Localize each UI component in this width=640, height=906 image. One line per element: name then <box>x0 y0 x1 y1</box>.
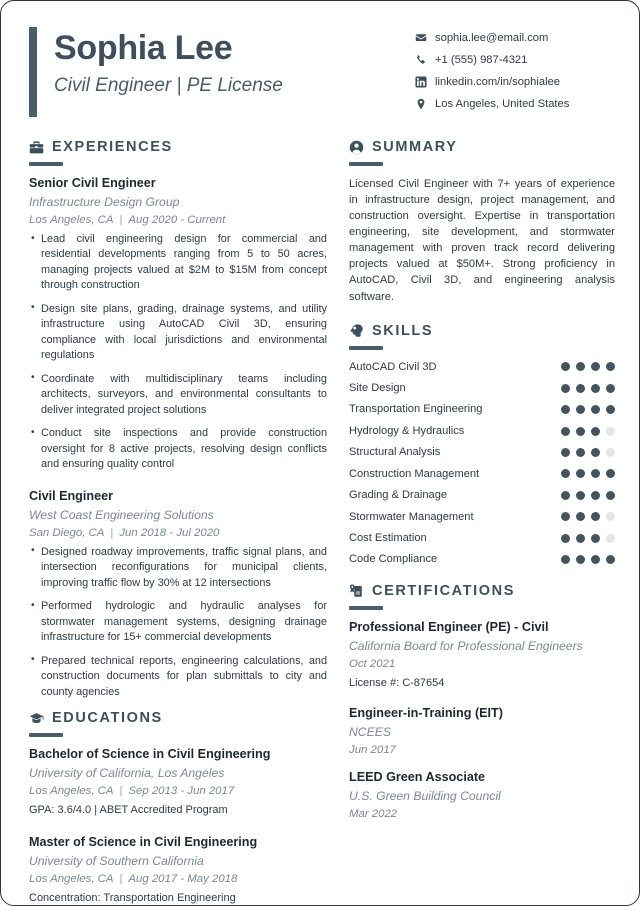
bullet-item: • Designed roadway improvements, traffic signal plans, and intersection reconfigurations for municipal clients, improving traffic flow by 30% at 12 intersections <box>29 545 327 591</box>
skill-rating <box>561 469 615 478</box>
experience-role: Senior Civil Engineer <box>29 176 156 190</box>
education-dates: Aug 2017 - May 2018 <box>128 873 238 886</box>
education-meta <box>29 873 327 885</box>
certification-date <box>349 658 615 670</box>
education-entry <box>29 747 327 819</box>
certification-date-value: Mar 2022 <box>349 807 398 820</box>
skill-row <box>349 488 615 502</box>
location-pin-icon <box>415 98 430 110</box>
skill-name: Code Compliance <box>349 553 438 566</box>
rating-dot-filled <box>606 491 615 500</box>
contact-linkedin-value: linkedin.com/in/sophialee <box>435 76 561 88</box>
experience-company: Infrastructure Design Group <box>29 195 180 209</box>
section-rule <box>349 606 383 610</box>
experience-location: San Diego, CA <box>29 526 105 539</box>
rating-dot-filled <box>561 469 570 478</box>
rating-dot-filled <box>591 555 600 564</box>
certification-entry <box>349 706 615 756</box>
skill-row <box>349 510 615 524</box>
experience-company: West Coast Engineering Solutions <box>29 507 214 522</box>
rating-dot-filled <box>576 534 585 543</box>
section-educations <box>29 710 327 906</box>
education-school: University of Southern California <box>29 854 204 869</box>
certification-issuer: U.S. Green Building Council <box>349 788 501 803</box>
education-location: Los Angeles, CA <box>29 873 114 886</box>
certifications-header <box>349 583 615 599</box>
rating-dot-filled <box>606 555 615 564</box>
skill-rating <box>561 427 615 436</box>
rating-dot-filled <box>576 555 585 564</box>
skill-name: Site Design <box>349 382 406 395</box>
skill-name: Structural Analysis <box>349 446 441 459</box>
bullet-item: • Conduct site inspections and provide construction oversight for 8 active projects, resolving design conflicts and ensuring quality control <box>29 426 327 472</box>
skill-row <box>349 360 615 374</box>
certification-entry <box>349 620 615 692</box>
skill-rating <box>561 405 615 414</box>
rating-dot-filled <box>576 491 585 500</box>
section-rule <box>349 346 383 350</box>
rating-dot-filled <box>576 448 585 457</box>
contact-phone[interactable] <box>415 54 615 66</box>
candidate-name: Sophia Lee <box>54 29 233 67</box>
summary-title: SUMMARY <box>372 139 458 155</box>
rating-dot-filled <box>561 512 570 521</box>
skill-row <box>349 552 615 566</box>
skill-name: AutoCAD Civil 3D <box>349 360 437 373</box>
certification-issuer: NCEES <box>349 724 391 739</box>
head-brain-icon <box>349 323 364 338</box>
certification-note: License #: C-87654 <box>349 676 445 689</box>
rating-dot-empty <box>606 427 615 436</box>
resume-header <box>1 1 639 133</box>
section-certifications <box>349 583 615 820</box>
section-summary <box>349 139 615 305</box>
skill-row <box>349 402 615 416</box>
rating-dot-filled <box>561 427 570 436</box>
skill-rating <box>561 555 615 564</box>
section-rule <box>349 162 383 166</box>
skill-rating <box>561 384 615 393</box>
section-skills <box>349 323 615 567</box>
rating-dot-filled <box>591 512 600 521</box>
header-identity <box>29 27 415 117</box>
rating-dot-empty <box>606 448 615 457</box>
skill-row <box>349 424 615 438</box>
rating-dot-filled <box>576 405 585 414</box>
accent-bar <box>29 27 37 117</box>
summary-text: Licensed Civil Engineer with 7+ years of experience in infrastructure design, project management, and construction oversight. Expertise in transportation engineering, site development, and stormwater management with proven track record delivering projects valued at $50M+. Strong proficiency in AutoCAD, Civil 3D, and engineering analysis software. <box>349 178 615 303</box>
experiences-title: EXPERIENCES <box>52 139 173 155</box>
certifications-title: CERTIFICATIONS <box>372 582 515 599</box>
meta-separator: | <box>119 214 123 226</box>
education-note: Concentration: Transportation Engineering <box>29 892 236 905</box>
rating-dot-filled <box>606 362 615 371</box>
rating-dot-filled <box>576 512 585 521</box>
contact-linkedin[interactable] <box>415 76 615 88</box>
name-block <box>54 27 283 117</box>
resume-body <box>1 133 639 906</box>
education-degree: Bachelor of Science in Civil Engineering <box>29 747 271 762</box>
rating-dot-filled <box>576 362 585 371</box>
experience-role: Civil Engineer <box>29 488 113 503</box>
certification-date <box>349 744 615 756</box>
educations-header <box>29 710 327 726</box>
education-meta <box>29 785 327 797</box>
rating-dot-empty <box>606 534 615 543</box>
skills-list <box>349 360 615 567</box>
rating-dot-filled <box>576 384 585 393</box>
rating-dot-filled <box>591 491 600 500</box>
skill-name: Cost Estimation <box>349 532 427 544</box>
rating-dot-filled <box>591 448 600 457</box>
contact-list <box>415 27 615 120</box>
certification-name: Professional Engineer (PE) - Civil <box>349 619 549 634</box>
certification-date <box>349 808 615 820</box>
skills-title: SKILLS <box>372 322 434 339</box>
skills-header <box>349 323 615 339</box>
experience-dates: Aug 2020 - Current <box>128 214 226 226</box>
bullet-item: • Coordinate with multidisciplinary teams including architects, surveyors, and environmental consultants to deliver integrated project solutions <box>29 372 327 418</box>
skill-rating <box>561 512 615 521</box>
skill-name: Grading & Drainage <box>349 489 448 502</box>
rating-dot-filled <box>561 405 570 414</box>
education-school: University of California, Los Angeles <box>29 766 225 781</box>
graduation-cap-icon <box>29 711 44 726</box>
bullet-item: • Design site plans, grading, drainage systems, and utility infrastructure using AutoCAD Civil 3D, ensuring compliance with local jurisdictions and environmental regulations <box>29 302 327 364</box>
rating-dot-filled <box>591 405 600 414</box>
person-icon <box>349 140 364 155</box>
skill-row <box>349 531 615 545</box>
rating-dot-filled <box>576 427 585 436</box>
rating-dot-filled <box>606 405 615 414</box>
bullet-item: • Performed hydrologic and hydraulic analyses for stormwater management systems, designing drainage infrastructure for 15+ commercial developments <box>29 599 327 645</box>
skill-row <box>349 381 615 395</box>
certification-name: Engineer-in-Training (EIT) <box>349 705 503 720</box>
meta-separator: | <box>119 785 123 798</box>
certification-name: LEED Green Associate <box>349 769 486 784</box>
skill-name: Hydrology & Hydraulics <box>349 424 465 437</box>
skill-name: Stormwater Management <box>349 510 474 523</box>
right-column <box>349 139 615 826</box>
education-degree: Master of Science in Civil Engineering <box>29 835 258 850</box>
certification-entry <box>349 770 615 820</box>
rating-dot-filled <box>561 491 570 500</box>
section-rule <box>29 162 63 166</box>
meta-separator: | <box>110 526 114 539</box>
contact-location <box>415 98 615 110</box>
rating-dot-filled <box>591 469 600 478</box>
contact-phone-value: +1 (555) 987-4321 <box>435 54 528 66</box>
skill-rating <box>561 491 615 500</box>
educations-title: EDUCATIONS <box>52 710 163 727</box>
skill-row <box>349 467 615 481</box>
rating-dot-filled <box>576 469 585 478</box>
experience-entry <box>29 489 327 700</box>
skill-row <box>349 445 615 459</box>
experience-entry <box>29 176 327 473</box>
contact-email-value: sophia.lee@email.com <box>435 32 549 44</box>
certification-date-value: Oct 2021 <box>349 657 396 670</box>
section-experiences <box>29 139 327 700</box>
certification-date-value: Jun 2017 <box>349 743 396 756</box>
contact-email[interactable] <box>415 32 615 44</box>
rating-dot-filled <box>561 555 570 564</box>
rating-dot-filled <box>606 469 615 478</box>
experience-bullets <box>29 232 327 473</box>
skill-name: Construction Management <box>349 467 480 480</box>
summary-header <box>349 139 615 155</box>
section-rule <box>29 733 63 737</box>
skill-name: Transportation Engineering <box>349 403 483 416</box>
meta-separator: | <box>119 873 123 886</box>
linkedin-icon <box>415 76 430 88</box>
experience-meta <box>29 527 327 539</box>
skill-rating <box>561 362 615 371</box>
certification-issuer: California Board for Professional Engineers <box>349 638 583 653</box>
rating-dot-filled <box>561 448 570 457</box>
rating-dot-empty <box>606 512 615 521</box>
education-entry <box>29 835 327 906</box>
experiences-header <box>29 139 327 155</box>
experience-dates: Jun 2018 - Jul 2020 <box>119 526 220 539</box>
experience-location: Los Angeles, CA <box>29 214 114 226</box>
rating-dot-filled <box>591 427 600 436</box>
briefcase-icon <box>29 140 44 155</box>
bullet-item: • Lead civil engineering design for commercial and residential developments ranging from 5 to 50 acres, managing projects valued at $2M to $15M from concept through construction <box>29 232 327 294</box>
envelope-icon <box>415 32 430 44</box>
rating-dot-filled <box>606 384 615 393</box>
phone-icon <box>415 54 430 66</box>
education-dates: Sep 2013 - Jun 2017 <box>128 785 235 798</box>
contact-location-value: Los Angeles, United States <box>435 98 570 110</box>
education-location: Los Angeles, CA <box>29 785 114 798</box>
education-note: GPA: 3.6/4.0 | ABET Accredited Program <box>29 804 228 817</box>
experience-meta <box>29 214 327 226</box>
candidate-title: Civil Engineer | PE License <box>54 75 283 97</box>
skill-rating <box>561 448 615 457</box>
left-column <box>29 139 349 906</box>
rating-dot-filled <box>561 362 570 371</box>
certificate-icon <box>349 583 364 598</box>
skill-rating <box>561 534 615 543</box>
rating-dot-filled <box>561 534 570 543</box>
experience-bullets <box>29 545 327 700</box>
rating-dot-filled <box>561 384 570 393</box>
rating-dot-filled <box>591 534 600 543</box>
rating-dot-filled <box>591 384 600 393</box>
bullet-item: • Prepared technical reports, engineering calculations, and construction documents for plan submittals to city and county agencies <box>29 654 327 700</box>
rating-dot-filled <box>591 362 600 371</box>
